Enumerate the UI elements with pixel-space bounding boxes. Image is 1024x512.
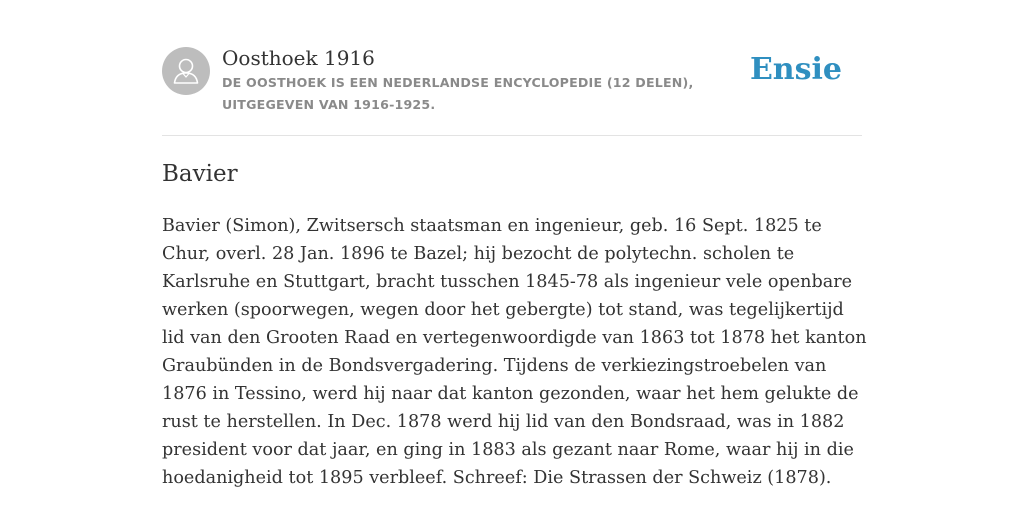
source-header [162, 45, 862, 136]
entry-title: Bavier [162, 161, 238, 187]
entry-body: Bavier (Simon), Zwitsersch staatsman en ingenieur, geb. 16 Sept. 1825 te Chur, overl. 28 Jan. 1896 te Bazel; hij bezocht de polytechn. scholen te Karlsruhe en Stuttgart, bracht tusschen 1845-78 als ingenieur vele openbare werken (spoorwegen, wegen door het gebergte) tot stand, was tegelijkertijd lid van den Grooten Raad en vertegenwoordigde van 1863 tot 1878 het kanton Graubünden in de Bondsvergadering. Tijdens de verkiezingstroebelen van 1876 in Tessino, werd hij naar dat kanton gezonden, waar het hem gelukte de rust te herstellen. In Dec. 1878 werd hij lid van den Bondsraad, was in 1882 president voor dat jaar, en ging in 1883 als gezant naar Rome, waar hij in die hoedanigheid tot 1895 verbleef. Schreef: Die Strassen der Schweiz (1878). [162, 216, 867, 488]
ensie-logo-link[interactable]: Ensie [749, 52, 842, 87]
source-title[interactable]: Oosthoek 1916 [222, 46, 375, 70]
source-description: DE OOSTHOEK IS EEN NEDERLANDSE ENCYCLOPEDIE (12 DELEN), UITGEGEVEN VAN 1916-1925. [222, 75, 694, 112]
source-avatar[interactable] [162, 47, 210, 95]
user-icon [162, 47, 210, 95]
